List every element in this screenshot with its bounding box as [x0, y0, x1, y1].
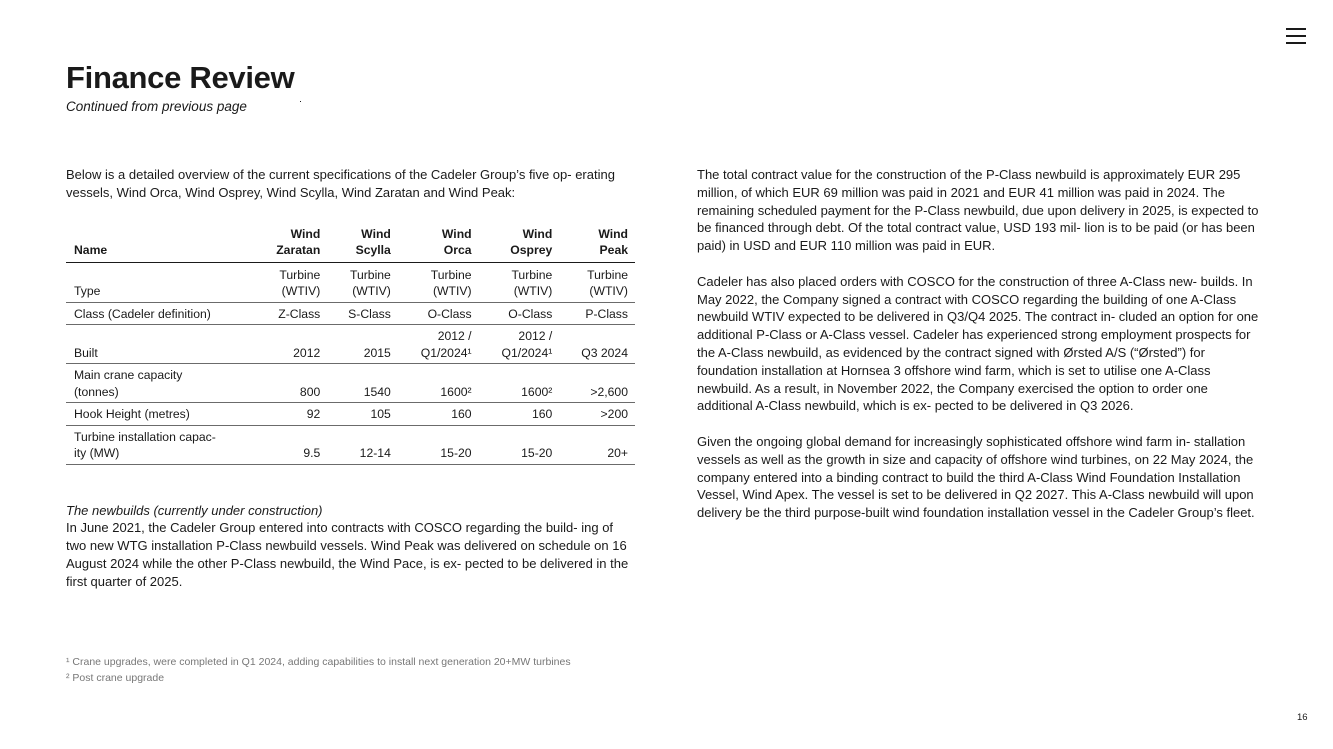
a-class-orders-paragraph: Cadeler has also placed orders with COSCO for the construction of three A-Class new- builds. In May 2022, the Company signed a contract with COSCO regarding the building of one A-Class newbuild WTIV expected to be delivered in Q3/Q4 2025. The contract in- cluded an option for one additional P-Class or A-Class vessel. Cadeler has experienced strong employment prospects for the A-Class newbuild, as evidenced by the contract signed with Ørsted A/S (“Ørsted”) for foundation installation at Hornsea 3 offshore wind farm, which is set to utilise one A-Class newbuild. As a result, in November 2022, the Company exercised the option to order one additional A-Class newbuild, which is ex- pected to be delivered in Q3 2026. — [697, 273, 1259, 414]
table-cell: 92 — [255, 403, 327, 426]
table-cell: Class (Cadeler definition) — [66, 302, 255, 325]
table-cell: 2012 / Q1/2024¹ — [479, 325, 560, 364]
table-row — [66, 364, 635, 403]
table-cell: 12-14 — [327, 425, 398, 464]
page-number: 16 — [1297, 712, 1308, 723]
table-header-cell: Wind Scylla — [327, 223, 398, 263]
table-header-cell: Wind Peak — [559, 223, 635, 263]
table-cell: P-Class — [559, 302, 635, 325]
footnote: ¹ Crane upgrades, were completed in Q1 2024, adding capabilities to install next generation 20+MW turbines — [66, 656, 571, 668]
newbuilds-paragraph: In June 2021, the Cadeler Group entered into contracts with COSCO regarding the build- ing of two new WTG installation P-Class newbuild vessels. Wind Peak was delivered on schedule on 16 August 2024 while the other P-Class newbuild, the Wind Pace, is ex- pected to be delivered in the first quarter of 2025. — [66, 520, 629, 589]
table-cell: Turbine (WTIV) — [327, 262, 398, 302]
table-cell: 800 — [255, 364, 327, 403]
table-cell: 15-20 — [398, 425, 479, 464]
table-cell: 2012 — [255, 325, 327, 364]
table-cell: Turbine (WTIV) — [479, 262, 560, 302]
table-row — [66, 403, 635, 426]
table-header-cell: Wind Zaratan — [255, 223, 327, 263]
table-cell: >200 — [559, 403, 635, 426]
table-cell: 1600² — [398, 364, 479, 403]
wind-apex-paragraph: Given the ongoing global demand for increasingly sophisticated offshore wind farm in- stallation vessels as well as the growth in size and capacity of offshore wind turbines, on 22 May 2024, the company entered into a binding contract to build the third A-Class Wind Foundation Installation Vessel, Wind Apex. The vessel is set to be delivered in Q2 2027. This A-Class newbuild will upon delivery be the third purpose-built wind foundation installation vessel in the Cadeler Group’s fleet. — [697, 433, 1255, 521]
table-cell: 20+ — [559, 425, 635, 464]
table-cell: Q3 2024 — [559, 325, 635, 364]
table-cell: 2012 / Q1/2024¹ — [398, 325, 479, 364]
table-cell: 105 — [327, 403, 398, 426]
table-cell: 160 — [398, 403, 479, 426]
table-row — [66, 262, 635, 302]
table-cell: 9.5 — [255, 425, 327, 464]
table-cell: O-Class — [479, 302, 560, 325]
table-cell: 1540 — [327, 364, 398, 403]
table-cell: S-Class — [327, 302, 398, 325]
footnotes — [66, 654, 571, 686]
table-cell: 1600² — [479, 364, 560, 403]
table-cell: Turbine (WTIV) — [398, 262, 479, 302]
page-title: Finance Review — [66, 60, 295, 95]
table-cell: Built — [66, 325, 255, 364]
table-header-cell: Name — [66, 223, 255, 263]
newbuilds-heading: The newbuilds (currently under construction) — [66, 502, 323, 518]
decorative-dot — [300, 101, 301, 102]
table-cell: 2015 — [327, 325, 398, 364]
table-header-row — [66, 223, 635, 263]
table-cell: O-Class — [398, 302, 479, 325]
table-header-cell: Wind Orca — [398, 223, 479, 263]
table-cell: Hook Height (metres) — [66, 403, 255, 426]
table-cell: 15-20 — [479, 425, 560, 464]
menu-icon[interactable] — [1286, 27, 1306, 45]
table-header-cell: Wind Osprey — [479, 223, 560, 263]
table-cell: Type — [66, 262, 255, 302]
table-cell: Z-Class — [255, 302, 327, 325]
table-cell: Turbine (WTIV) — [255, 262, 327, 302]
table-cell: Turbine installation capac- ity (MW) — [66, 425, 255, 464]
vessel-specs-table — [66, 223, 635, 465]
table-cell: Main crane capacity (tonnes) — [66, 364, 255, 403]
page-subtitle: Continued from previous page — [66, 99, 247, 114]
table-cell: 160 — [479, 403, 560, 426]
right-column — [697, 166, 1267, 522]
contract-value-paragraph: The total contract value for the construction of the P-Class newbuild is approximately EUR 295 million, of which EUR 69 million was paid in 2021 and EUR 41 million was paid in 2024. The remaining scheduled payment for the P-Class newbuild, due upon delivery in 2025, is expected to be financed through debt. Of the total contract value, USD 193 mil- lion is to be paid (or has been paid) in USD and EUR 110 million was paid in EUR. — [697, 167, 1259, 254]
table-row — [66, 302, 635, 325]
left-column — [66, 166, 636, 591]
table-cell: >2,600 — [559, 364, 635, 403]
table-row — [66, 425, 635, 464]
table-cell: Turbine (WTIV) — [559, 262, 635, 302]
table-row — [66, 325, 635, 364]
intro-paragraph: Below is a detailed overview of the current specifications of the Cadeler Group’s five op- erating vessels, Wind Orca, Wind Osprey, Wind Scylla, Wind Zaratan and Wind Peak: — [66, 167, 615, 200]
footnote: ² Post crane upgrade — [66, 672, 165, 684]
